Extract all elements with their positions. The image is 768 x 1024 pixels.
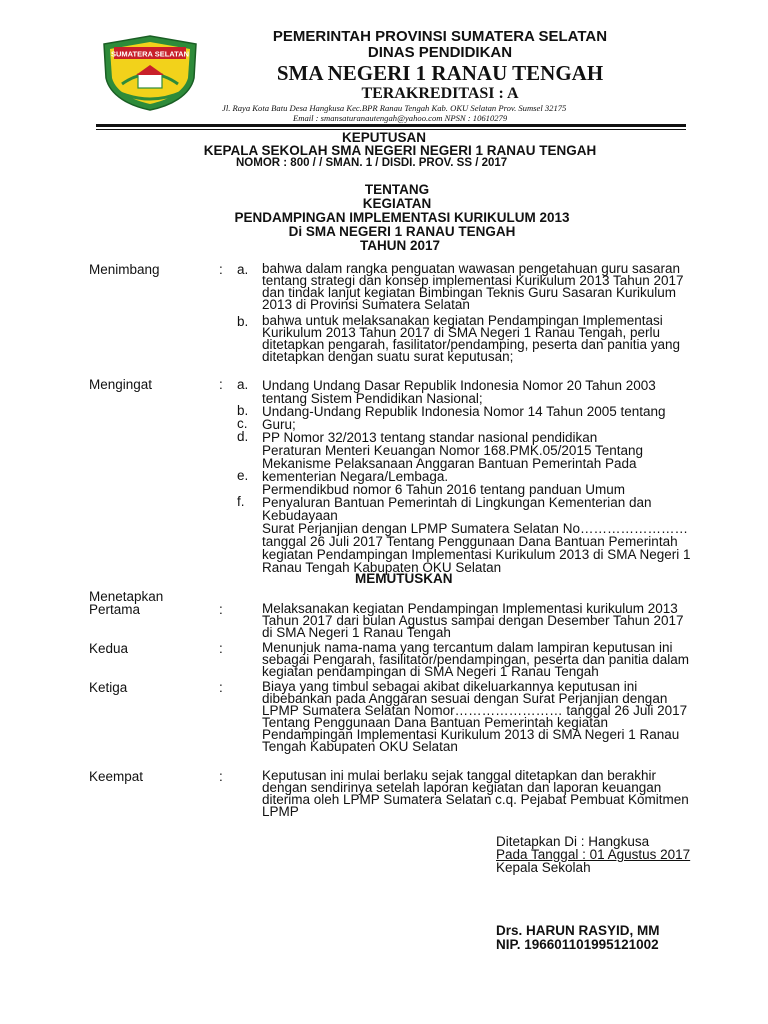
memutuskan-heading: MEMUTUSKAN (355, 571, 453, 586)
text-line: Keputusan ini mulai berlaku sejak tanggal ditetapkan dan berakhir (262, 768, 657, 783)
text-line: tanggal 26 Juli 2017 Tentang Penggunaan Dana Bantuan Pemerintah (262, 534, 678, 549)
text-line: Menunjuk nama-nama yang tercantum dalam lampiran keputusan ini (262, 640, 673, 655)
text-line: Biaya yang timbul sebagai akibat dikeluarkannya keputusan ini (262, 679, 638, 694)
pertama-text (262, 603, 684, 639)
mengingat-colon: : (219, 377, 223, 392)
text-line: Ranau Tengah Kabupaten OKU Selatan (262, 560, 502, 575)
text-line: Peraturan Menteri Keuangan Nomor 168.PMK.05/2015 Tentang (262, 443, 643, 458)
menimbang-letter-a: a. (237, 262, 249, 277)
menimbang-colon: : (219, 262, 223, 277)
text-line: Tahun 2017 dari bulan Agustus sampai dengan Desember Tahun 2017 (262, 613, 684, 628)
text-line: Tentang Penggunaan Dana Bantuan Pemerintah kegiatan (262, 715, 609, 730)
mengingat-letter-f: f. (237, 494, 245, 509)
text-line: LPMP (262, 804, 299, 819)
mengingat-letter-a: a. (237, 377, 249, 392)
mengingat-letter-e: e. (237, 468, 249, 483)
mengingat-letter-b: b. (237, 403, 249, 418)
decree-number: NOMOR : 800 / / SMAN. 1 / DISDI. PROV. SS / 2017 (236, 157, 508, 169)
letterhead-line1: PEMERINTAH PROVINSI SUMATERA SELATAN (272, 28, 608, 45)
menimbang-label: Menimbang (89, 262, 160, 277)
letterhead-line2: DINAS PENDIDIKAN (367, 44, 513, 61)
menetapkan-label: Menetapkan (89, 589, 164, 604)
text-line: bahwa dalam rangka penguatan wawasan pengetahuan guru sasaran (262, 261, 681, 276)
text-line: kegiatan Pendampingan Implementasi Kurikulum 2013 di SMA Negeri 1 (262, 547, 691, 562)
school-address: Jl. Raya Kota Batu Desa Hangkusa Kec.BPR Ranau Tengah Kab. OKU Selatan Prov. Sumsel 32175 (222, 103, 567, 113)
text-line: tentang strategi dan konsep implementasi Kurikulum 2013 Tahun 2017 (262, 273, 684, 288)
keempat-text (262, 770, 689, 818)
text-line: Surat Perjanjian dengan LPMP Sumatera Selatan No…………………… (262, 521, 688, 536)
ketiga-colon: : (219, 680, 223, 695)
menimbang-point-a (262, 263, 684, 311)
signatory-name: Drs. HARUN RASYID, MM (496, 923, 660, 938)
text-line: Undang Undang Dasar Republik Indonesia Nomor 20 Tahun 2003 (262, 378, 656, 393)
text-line: Penyaluran Bantuan Pemerintah di Lingkungan Kementerian dan (262, 495, 652, 510)
keempat-label: Keempat (89, 769, 144, 784)
text-line: Melaksanakan kegiatan Pendampingan Implementasi kurikulum 2013 (262, 601, 678, 616)
accreditation: TERAKREDITASI : A (361, 85, 519, 102)
text-line: Mekanisme Pelaksanaan Anggaran Bantuan Pemerintah Pada (262, 456, 637, 471)
decree-issuer: KEPALA SEKOLAH SMA NEGERI NEGERI 1 RANAU TENGAH (203, 143, 597, 158)
text-line: kegiatan pendampingan di SMA Negeri 1 Ranau Tengah (262, 664, 599, 679)
decree-subject-4: TAHUN 2017 (359, 238, 441, 253)
header-divider-thick (96, 124, 686, 127)
text-line: Kurikulum 2013 Tahun 2017 di SMA Negeri 1 Ranau Tengah, perlu (262, 325, 661, 340)
text-line: sebagai Pengarah, fasilitator/pendampingan, peserta dan panitia dalam (262, 652, 690, 667)
decree-subject-1: KEGIATAN (362, 196, 432, 211)
text-line: LPMP Sumatera Selatan Nomor…………………… tanggal 26 Juli 2017 (262, 703, 688, 718)
school-contact: Email : smansaturanautengah@yahoo.com NPSN : 10610279 (293, 113, 508, 123)
signature-date: Pada Tanggal : 01 Agustus 2017 (496, 847, 691, 862)
kedua-text (262, 642, 689, 678)
text-line: Pendampingan Implementasi Kurikulum 2013 di SMA Negeri 1 Ranau (262, 727, 680, 742)
text-line: di SMA Negeri 1 Ranau Tengah (262, 625, 451, 640)
menimbang-letter-b: b. (237, 314, 249, 329)
text-line: Guru; (262, 417, 296, 432)
text-line: 2013 di Provinsi Sumatera Selatan (262, 297, 470, 312)
decree-subject-2: PENDAMPINGAN IMPLEMENTASI KURIKULUM 2013 (234, 210, 570, 225)
text-line: bahwa untuk melaksanakan kegiatan Pendampingan Implementasi (262, 313, 663, 328)
mengingat-letter-c: c. (237, 416, 248, 431)
text-line: Kebudayaan (262, 508, 338, 523)
text-line: diterima oleh LPMP Sumatera Selatan c.q. Pejabat Pembuat Komitmen (262, 792, 689, 807)
menimbang-point-b (262, 315, 680, 363)
ketiga-text (262, 681, 687, 753)
mengingat-points (262, 379, 691, 574)
signatory-nip: NIP. 196601101995121002 (496, 937, 659, 952)
mengingat-label: Mengingat (89, 377, 153, 392)
mengingat-letter-d: d. (237, 429, 249, 444)
regional-emblem-logo (100, 34, 200, 112)
ketiga-label: Ketiga (89, 680, 128, 695)
kedua-colon: : (219, 641, 223, 656)
text-line: dibebankan pada Anggaran sesuai dengan Surat Perjanjian dengan (262, 691, 668, 706)
text-line: Undang-Undang Republik Indonesia Nomor 14 Tahun 2005 tentang (262, 404, 666, 419)
text-line: ditetapkan dengan suatu surat keputusan; (262, 349, 514, 364)
decree-title: KEPUTUSAN (341, 130, 426, 145)
decree-about: TENTANG (364, 182, 430, 197)
pertama-label: Pertama (89, 602, 141, 617)
text-line: PP Nomor 32/2013 tentang standar nasional pendidikan (262, 430, 598, 445)
pertama-colon: : (219, 602, 223, 617)
kedua-label: Kedua (89, 641, 129, 656)
signature-position: Kepala Sekolah (496, 860, 591, 875)
text-line: Permendikbud nomor 6 Tahun 2016 tentang panduan Umum (262, 482, 625, 497)
text-line: dengan sendirinya setelah laporan kegiatan dan laporan keuangan (262, 780, 662, 795)
text-line: dan tindak lanjut kegiatan Bimbingan Teknis Guru Sasaran Kurikulum (262, 285, 676, 300)
text-line: Tengah Kabupaten OKU Selatan (262, 739, 458, 754)
keempat-colon: : (219, 769, 223, 784)
school-name: SMA NEGERI 1 RANAU TENGAH (276, 61, 604, 85)
decree-subject-3: Di SMA NEGERI 1 RANAU TENGAH (288, 224, 516, 239)
text-line: ditetapkan pengarah, fasilitator/pendamping, peserta dan panitia yang (262, 337, 681, 352)
logo-text: SUMATERA SELATAN (110, 49, 190, 59)
text-line: kementerian Negara/Lembaga. (262, 469, 449, 484)
signature-place: Ditetapkan Di : Hangkusa (496, 834, 650, 849)
text-line: tentang Sistem Pendidikan Nasional; (262, 391, 483, 406)
